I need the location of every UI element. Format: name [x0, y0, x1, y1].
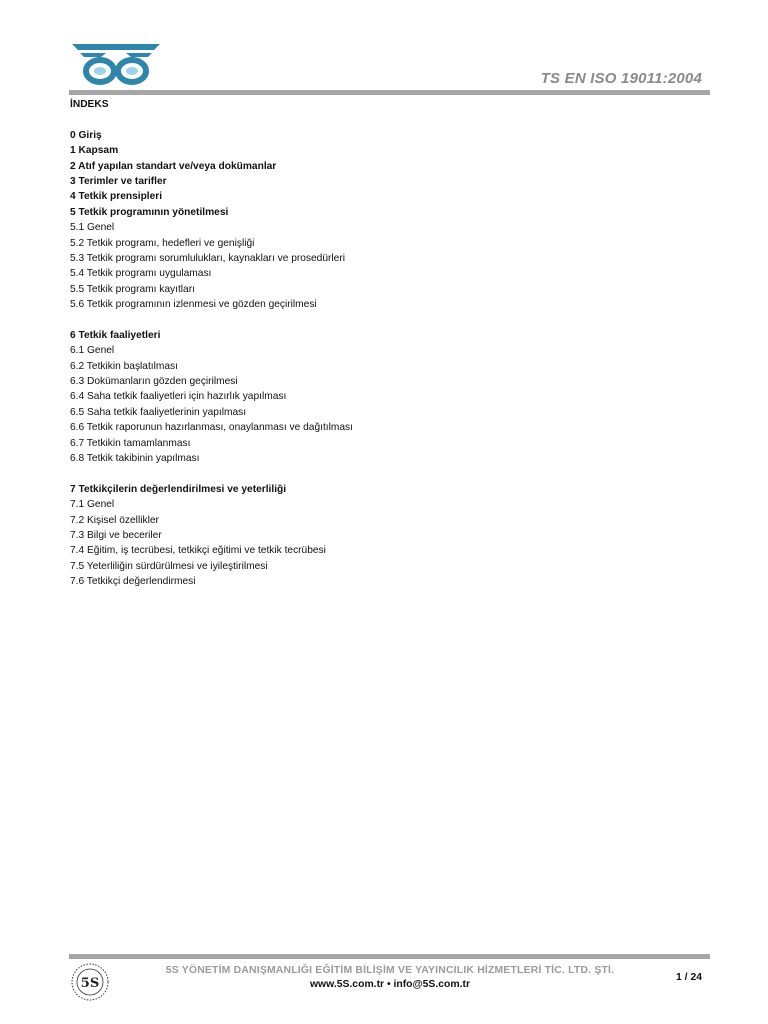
toc-item: 6.7 Tetkikin tamamlanması	[70, 437, 191, 449]
logo-left-center	[94, 67, 106, 75]
logo-left-wing	[80, 53, 106, 57]
toc-item: 7.2 Kişisel özellikler	[70, 514, 159, 526]
toc-item: 5.6 Tetkik programının izlenmesi ve gözden geçirilmesi	[70, 299, 317, 311]
logo-right-wing	[126, 53, 152, 57]
toc-item: 7.5 Yeterliliğin sürdürülmesi ve iyileştirilmesi	[70, 560, 268, 572]
toc-item: 6.2 Tetkikin başlatılması	[70, 360, 178, 372]
toc-section-3: 3 Terimler ve tarifler	[70, 175, 167, 187]
page-number: 1 / 24	[676, 972, 702, 983]
toc-item: 5.2 Tetkik programı, hedefleri ve genişliği	[70, 237, 255, 249]
footer-divider	[69, 954, 710, 959]
logo-right-center	[126, 67, 138, 75]
contact-info: www.5S.com.tr • info@5S.com.tr	[309, 979, 471, 990]
toc-item: 7.3 Bilgi ve beceriler	[70, 529, 162, 541]
toc-title: İNDEKS	[70, 99, 109, 110]
toc-item: 5.4 Tetkik programı uygulaması	[70, 268, 212, 280]
toc-spacer	[70, 312, 690, 327]
toc-item: 6.3 Dokümanların gözden geçirilmesi	[70, 376, 238, 388]
toc-item: 6.1 Genel	[70, 345, 115, 357]
toc-item: 7.4 Eğitim, iş tecrübesi, tetkikçi eğitimi ve tetkik tecrübesi	[70, 545, 326, 557]
toc-item: 5.3 Tetkik programı sorumlulukları, kaynakları ve prosedürleri	[70, 252, 345, 264]
toc-section-6: 6 Tetkik faaliyetleri	[70, 329, 161, 341]
toc-section-0: 0 Giriş	[70, 129, 102, 141]
toc-item: 6.4 Saha tetkik faaliyetleri için hazırlık yapılması	[70, 391, 287, 403]
company-logo-icon	[70, 42, 162, 88]
logo-top-bar	[72, 44, 160, 50]
toc-item: 7.6 Tetkikçi değerlendirmesi	[70, 576, 196, 588]
toc-item: 6.8 Tetkik takibinin yapılması	[70, 452, 200, 464]
company-name: 5S YÖNETİM DANIŞMANLIĞI EĞİTİM BİLİŞİM VE YAYINCILIK HİZMETLERİ TİC. LTD. ŞTİ.	[165, 965, 615, 976]
toc-item: 6.5 Saha tetkik faaliyetlerinin yapılması	[70, 406, 247, 418]
toc-section-2: 2 Atıf yapılan standart ve/veya dokümanlar	[70, 160, 277, 172]
toc-section-1: 1 Kapsam	[70, 145, 119, 157]
table-of-contents	[70, 97, 690, 590]
toc-section-4: 4 Tetkik prensipleri	[70, 191, 163, 203]
seal-text: 5S	[80, 976, 100, 991]
toc-item: 6.6 Tetkik raporunun hazırlanması, onaylanması ve dağıtılması	[70, 422, 353, 434]
toc-section-5: 5 Tetkik programının yönetilmesi	[70, 206, 229, 218]
company-seal-icon	[70, 962, 110, 1002]
header-divider	[69, 90, 710, 95]
toc-item: 5.5 Tetkik programı kayıtları	[70, 283, 195, 295]
toc-item: 5.1 Genel	[70, 222, 115, 234]
toc-section-7: 7 Tetkikçilerin değerlendirilmesi ve yeterliliği	[70, 483, 287, 495]
toc-spacer	[70, 466, 690, 481]
toc-spacer	[70, 112, 690, 127]
document-code: TS EN ISO 19011:2004	[540, 70, 702, 87]
toc-item: 7.1 Genel	[70, 499, 115, 511]
